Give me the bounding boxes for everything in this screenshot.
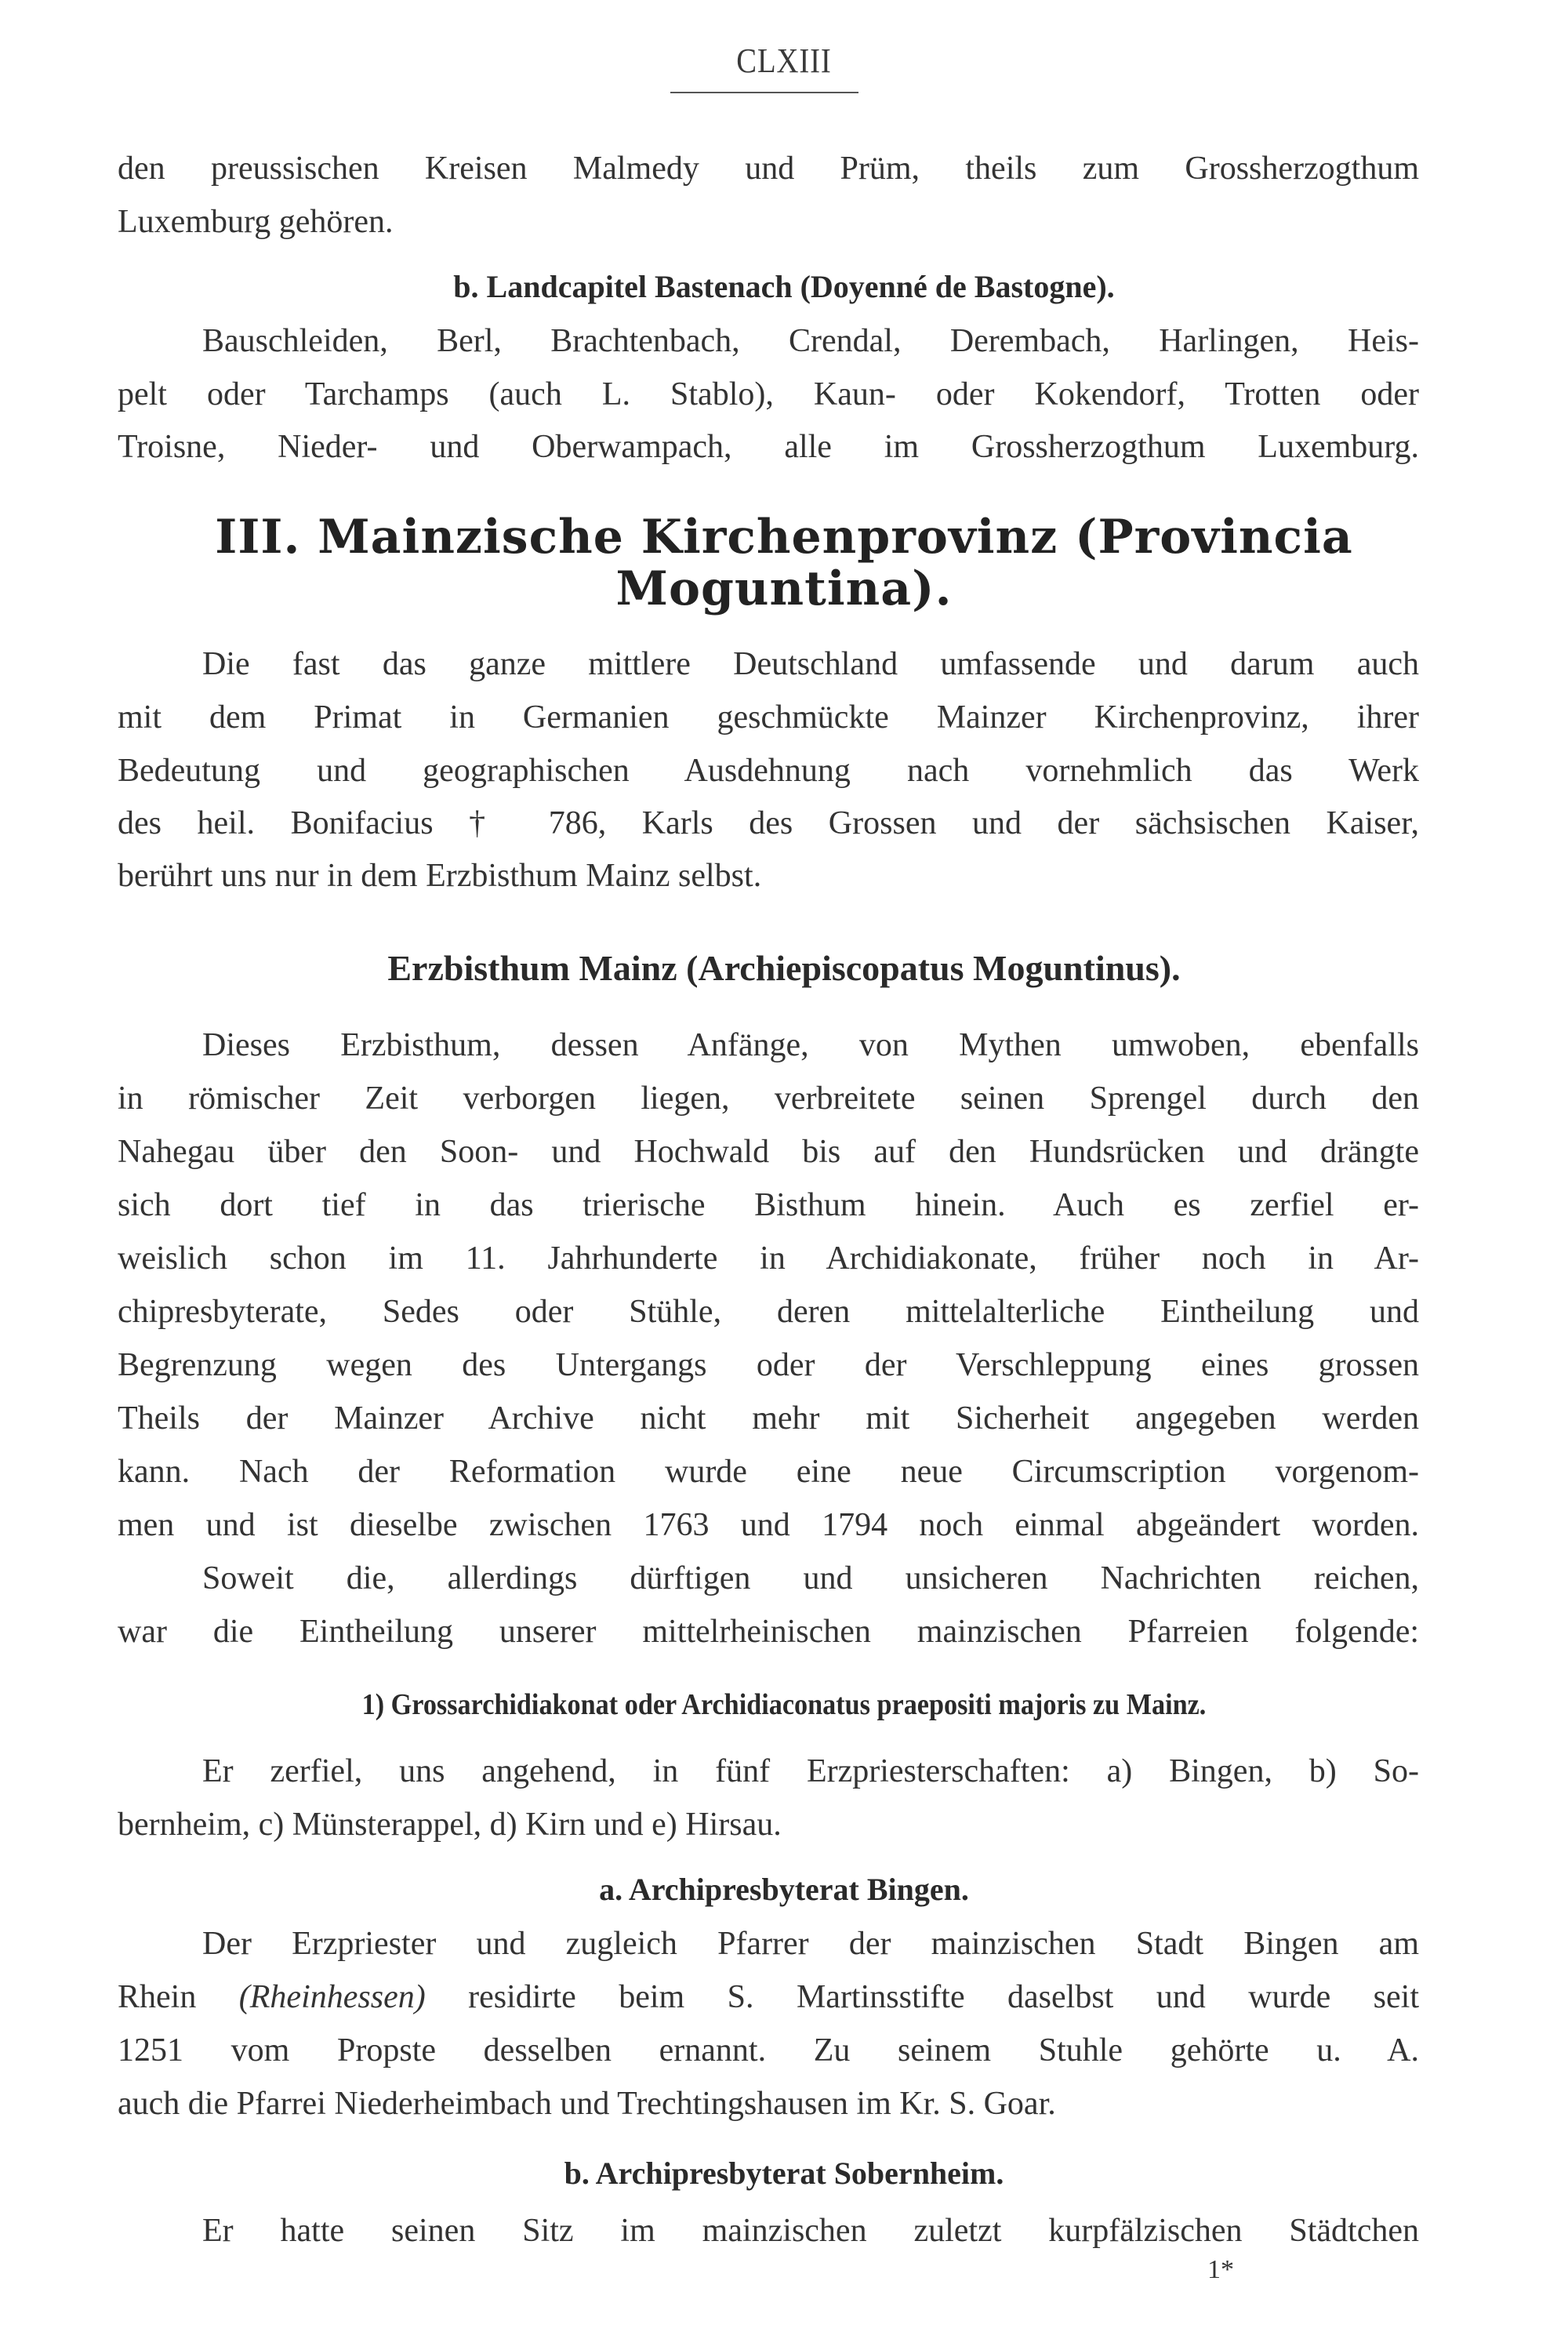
- text-line: Bauschleiden, Berl, Brachtenbach, Crendal, Derembach, Harlingen, Heis-: [202, 323, 1419, 359]
- text-line: Dieses Erzbisthum, dessen Anfänge, von Mythen umwoben, ebenfalls: [202, 1027, 1419, 1063]
- section-heading: b. Landcapitel Bastenach (Doyenné de Bastogne).: [453, 269, 1115, 304]
- text-line: war die Eintheilung unserer mittelrheinischen mainzischen Pfarreien folgende:: [118, 1614, 1419, 1650]
- text-line: Theils der Mainzer Archive nicht mehr mit Sicherheit angegeben werden: [118, 1400, 1419, 1437]
- section-heading: Erzbisthum Mainz (Archiepiscopatus Moguntinus).: [387, 948, 1181, 988]
- italic-place-name: (Rheinhessen): [238, 1979, 426, 2015]
- text-line: den preussischen Kreisen Malmedy und Prüm, theils zum Grossherzogthum: [118, 151, 1419, 187]
- text-line: 1251 vom Propste desselben ernannt. Zu seinem Stuhle gehörte u. A.: [118, 2032, 1419, 2069]
- text-line: Er hatte seinen Sitz im mainzischen zuletzt kurpfälzischen Städtchen: [202, 2213, 1419, 2249]
- text-line: sich dort tief in das trierische Bisthum hinein. Auch es zerfiel er-: [118, 1187, 1419, 1223]
- page-number: CLXIII: [736, 42, 832, 80]
- text-line: pelt oder Tarchamps (auch L. Stablo), Kaun- oder Kokendorf, Trotten oder: [118, 376, 1419, 412]
- section-heading: 1) Grossarchidiakonat oder Archidiaconatus praepositi majoris zu Mainz.: [361, 1688, 1207, 1721]
- text-line: Er zerfiel, uns angehend, in fünf Erzpriesterschaften: a) Bingen, b) So-: [202, 1753, 1419, 1789]
- text-line: [118, 1978, 1419, 2017]
- text-line: Troisne, Nieder- und Oberwampach, alle im Grossherzogthum Luxemburg.: [118, 429, 1419, 465]
- chapter-heading-cont: Moguntina).: [615, 561, 953, 616]
- text-line: Bedeutung und geographischen Ausdehnung nach vornehmlich das Werk: [118, 753, 1419, 789]
- chapter-heading: III. Mainzische Kirchenprovinz (Provincia: [215, 510, 1353, 565]
- text-line: berührt uns nur in dem Erzbisthum Mainz selbst.: [118, 858, 762, 894]
- text-line: des heil. Bonifacius † 786, Karls des Grossen und der sächsischen Kaiser,: [118, 805, 1419, 841]
- text-fragment: Rhein: [118, 1979, 239, 2015]
- section-heading: a. Archipresbyterat Bingen.: [599, 1872, 969, 1907]
- text-line: in römischer Zeit verborgen liegen, verbreitete seinen Sprengel durch den: [118, 1081, 1419, 1117]
- section-heading: b. Archipresbyterat Sobernheim.: [564, 2156, 1004, 2191]
- text-line: weislich schon im 11. Jahrhunderte in Archidiakonate, früher noch in Ar-: [118, 1240, 1419, 1277]
- text-line: kann. Nach der Reformation wurde eine neue Circumscription vorgenom-: [118, 1454, 1419, 1490]
- text-line: chipresbyterate, Sedes oder Stühle, deren mittelalterliche Eintheilung und: [118, 1294, 1419, 1330]
- text-fragment: residirte beim S. Martinsstifte daselbst und wurde seit: [425, 1979, 1419, 2015]
- text-line: Die fast das ganze mittlere Deutschland umfassende und darum auch: [202, 646, 1419, 682]
- text-line: Der Erzpriester und zugleich Pfarrer der mainzischen Stadt Bingen am: [202, 1926, 1419, 1962]
- text-line: Nahegau über den Soon- und Hochwald bis auf den Hundsrücken und drängte: [118, 1134, 1419, 1170]
- text-line: mit dem Primat in Germanien geschmückte Mainzer Kirchenprovinz, ihrer: [118, 699, 1419, 736]
- header-rule: [670, 92, 858, 93]
- text-line: auch die Pfarrei Niederheimbach und Trechtingshausen im Kr. S. Goar.: [118, 2086, 1056, 2122]
- text-line: men und ist dieselbe zwischen 1763 und 1794 noch einmal abgeändert worden.: [118, 1507, 1419, 1543]
- text-line: Begrenzung wegen des Untergangs oder der Verschleppung eines grossen: [118, 1347, 1419, 1383]
- text-line: Luxemburg gehören.: [118, 204, 394, 240]
- text-line: bernheim, c) Münsterappel, d) Kirn und e) Hirsau.: [118, 1807, 782, 1843]
- signature-mark: 1*: [1207, 2255, 1234, 2284]
- text-line: Soweit die, allerdings dürftigen und unsicheren Nachrichten reichen,: [202, 1560, 1419, 1596]
